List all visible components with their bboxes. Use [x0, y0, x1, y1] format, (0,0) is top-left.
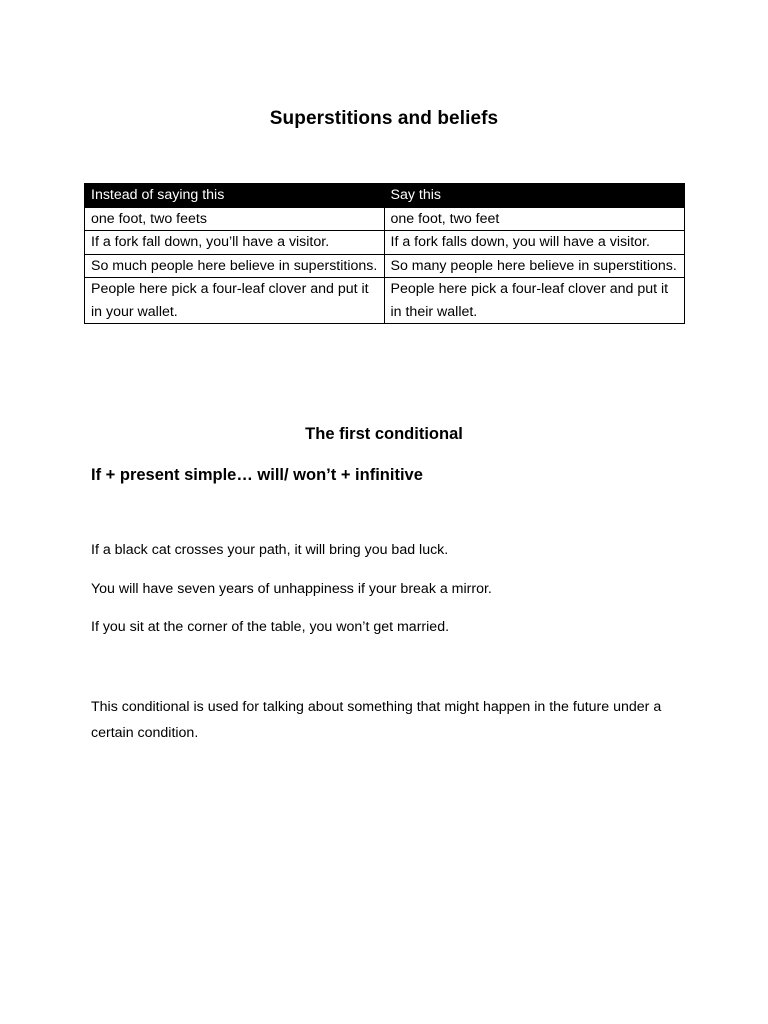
table-row: [85, 207, 685, 231]
table-header-row: [85, 184, 685, 208]
explanation-paragraph: This conditional is used for talking about something that might happen in the future under a certain condition.: [91, 699, 662, 741]
grammar-structure: If + present simple… will/ won’t + infinitive: [91, 466, 423, 484]
incorrect-sentence: People here pick a four-leaf clover and put it in your wallet.: [85, 278, 385, 324]
corrections-table: [84, 183, 685, 324]
correct-sentence: So many people here believe in superstitions.: [384, 254, 685, 278]
example-sentence: If you sit at the corner of the table, you won’t get married.: [91, 619, 450, 635]
column-header-correct: Say this: [384, 184, 685, 208]
correct-sentence: People here pick a four-leaf clover and put it in their wallet.: [384, 278, 685, 324]
section-heading: The first conditional: [305, 425, 463, 443]
column-header-incorrect: Instead of saying this: [85, 184, 385, 208]
page-title: Superstitions and beliefs: [269, 108, 499, 129]
example-sentence: If a black cat crosses your path, it will bring you bad luck.: [91, 542, 449, 558]
incorrect-sentence: So much people here believe in superstitions.: [85, 254, 385, 278]
table-row: [85, 278, 685, 324]
table-row: [85, 254, 685, 278]
incorrect-sentence: one foot, two feets: [85, 207, 385, 231]
correct-sentence: If a fork falls down, you will have a visitor.: [384, 231, 685, 255]
incorrect-sentence: If a fork fall down, you’ll have a visitor.: [85, 231, 385, 255]
example-sentence: You will have seven years of unhappiness if your break a mirror.: [91, 581, 492, 597]
correct-sentence: one foot, two feet: [384, 207, 685, 231]
table-row: [85, 231, 685, 255]
